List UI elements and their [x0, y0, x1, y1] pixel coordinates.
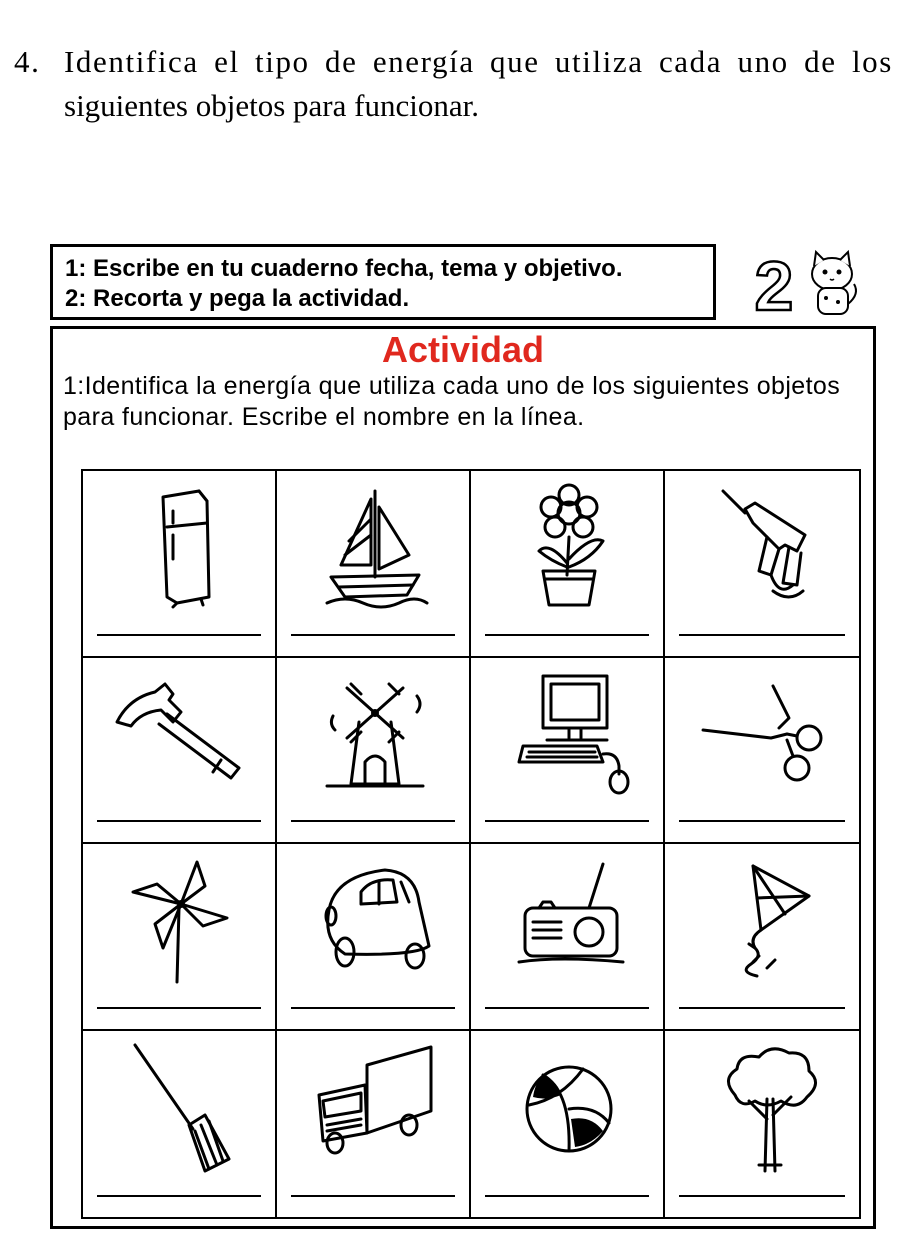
pinwheel-icon: [111, 852, 251, 987]
answer-line[interactable]: [485, 1195, 649, 1197]
scissors-icon: [693, 666, 833, 801]
refrigerator-icon: [111, 479, 251, 614]
answer-line[interactable]: [291, 820, 455, 822]
answer-line[interactable]: [291, 634, 455, 636]
grade-number: 2: [754, 247, 794, 322]
activity-box: [50, 326, 876, 1229]
answer-line[interactable]: [291, 1195, 455, 1197]
item-cell-drill: [665, 471, 859, 658]
answer-line[interactable]: [679, 634, 845, 636]
item-cell-flower: [471, 471, 665, 658]
kite-icon: [693, 852, 833, 987]
question-line-2: siguientes objetos para funcionar.: [64, 88, 479, 123]
instruction-step-2: 2: Recorta y pega la actividad.: [65, 285, 410, 312]
radio-icon: [499, 852, 639, 987]
activity-title: Actividad: [381, 329, 545, 370]
broom-icon: [111, 1039, 251, 1174]
answer-line[interactable]: [679, 1007, 845, 1009]
items-grid: [81, 469, 861, 1219]
truck-icon: [305, 1039, 445, 1174]
question-heading: [14, 40, 901, 128]
answer-line[interactable]: [97, 820, 261, 822]
grade-badge: [752, 244, 862, 322]
item-cell-computer: [471, 658, 665, 845]
activity-instructions: 1:Identifica la energía que utiliza cada uno de los siguientes objetos para funcionar. Escribe el nombre en la línea.: [63, 372, 841, 431]
item-cell-sailboat: [277, 471, 471, 658]
item-cell-broom: [83, 1031, 277, 1218]
answer-line[interactable]: [679, 820, 845, 822]
item-cell-hammer: [83, 658, 277, 845]
answer-line[interactable]: [485, 1007, 649, 1009]
instruction-step-1: 1: Escribe en tu cuaderno fecha, tema y objetivo.: [65, 255, 623, 282]
item-cell-tree: [665, 1031, 859, 1218]
windmill-icon: [305, 666, 445, 801]
tree-icon: [693, 1039, 833, 1174]
question-line-1: Identifica el tipo de energía que utiliza cada uno de los: [64, 44, 893, 79]
car-icon: [305, 852, 445, 987]
answer-line[interactable]: [291, 1007, 455, 1009]
hammer-icon: [111, 666, 251, 801]
answer-line[interactable]: [97, 1007, 261, 1009]
sailboat-icon: [305, 479, 445, 614]
item-cell-kite: [665, 844, 859, 1031]
item-cell-refrigerator: [83, 471, 277, 658]
item-cell-pinwheel: [83, 844, 277, 1031]
flower-icon: [499, 479, 639, 614]
answer-line[interactable]: [679, 1195, 845, 1197]
item-cell-scissors: [665, 658, 859, 845]
question-number: 4.: [14, 44, 41, 79]
ball-icon: [499, 1039, 639, 1174]
answer-line[interactable]: [485, 634, 649, 636]
item-cell-windmill: [277, 658, 471, 845]
item-cell-ball: [471, 1031, 665, 1218]
cat-icon: [812, 252, 856, 314]
answer-line[interactable]: [485, 820, 649, 822]
answer-line[interactable]: [97, 634, 261, 636]
answer-line[interactable]: [97, 1195, 261, 1197]
item-cell-radio: [471, 844, 665, 1031]
drill-icon: [693, 479, 833, 614]
instructions-box: [50, 244, 716, 320]
computer-icon: [499, 666, 639, 801]
item-cell-truck: [277, 1031, 471, 1218]
item-cell-car: [277, 844, 471, 1031]
